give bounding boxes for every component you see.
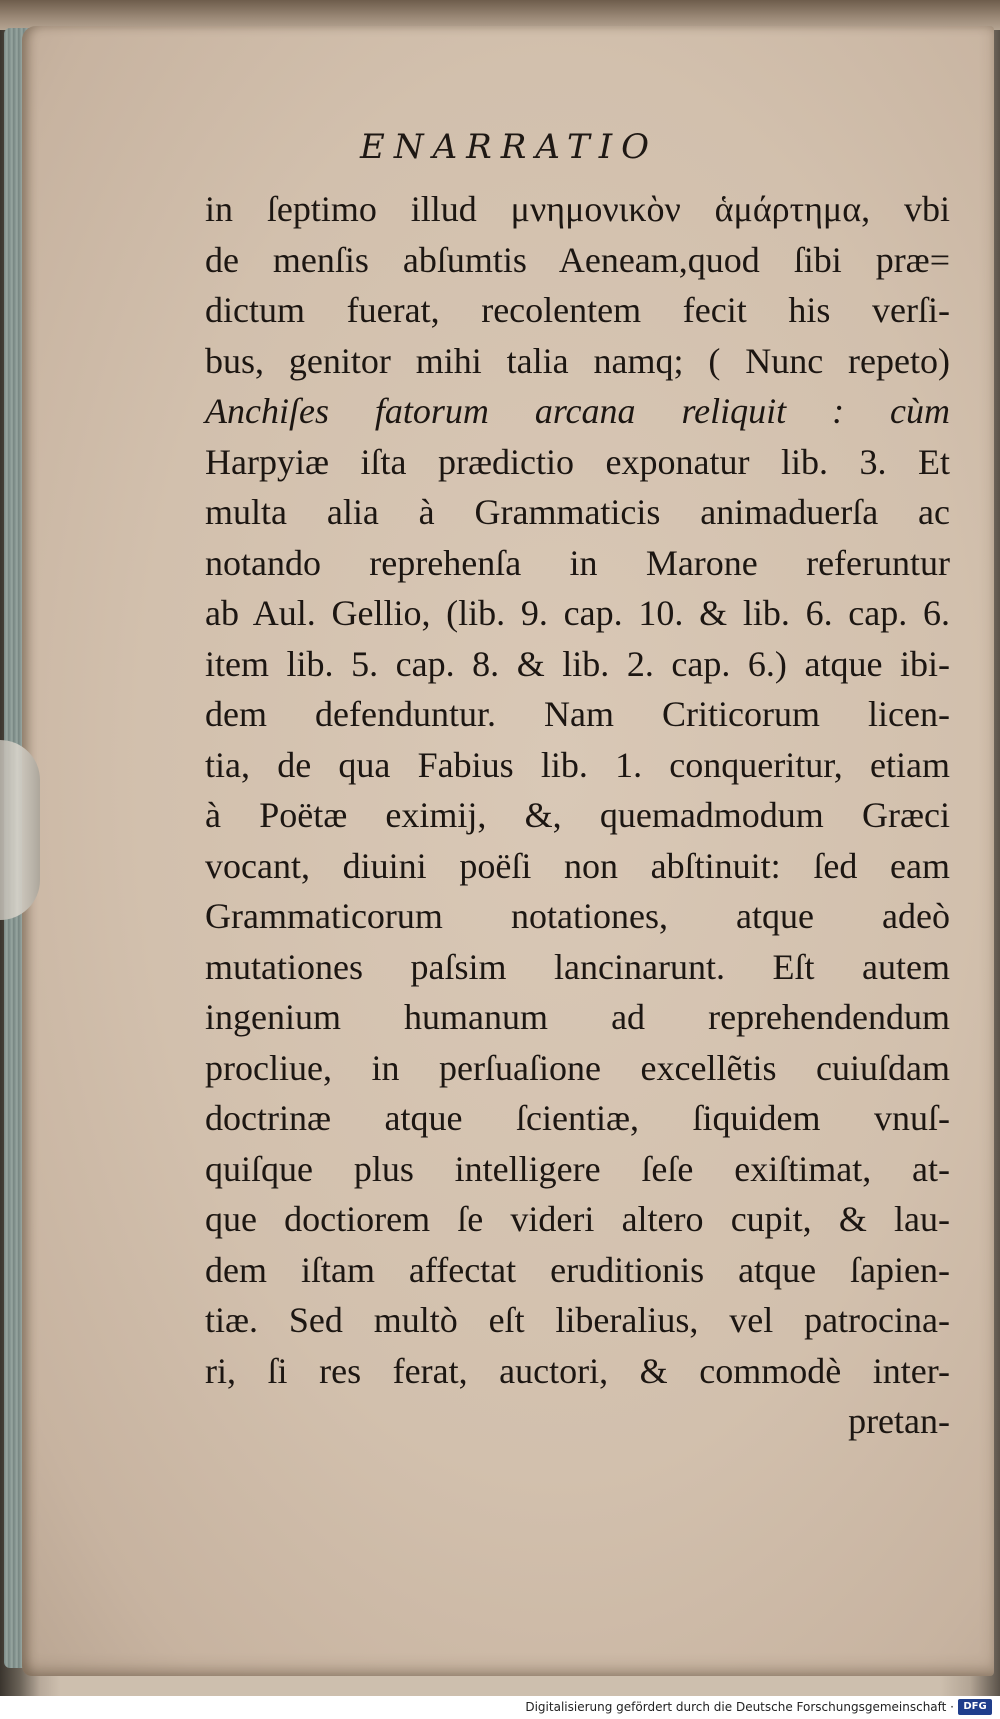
text-line: à Poëtæ eximij, &, quemadmodum Græci — [205, 795, 950, 835]
text-line: dem iſtam affectat eruditionis atque ſapien- — [205, 1249, 950, 1290]
text-line: Grammaticorum notationes, atque adeò — [205, 896, 950, 936]
text-line: vocant, diuini poëſi non abſtinuit: ſed eam — [205, 845, 950, 886]
digitization-footer — [0, 1696, 1000, 1719]
running-head: ENARRATIO — [360, 127, 658, 167]
text-line: tiæ. Sed multò eſt liberalius, vel patrocina- — [205, 1300, 950, 1340]
text-line: mutationes paſsim lancinarunt. Eſt autem — [205, 946, 950, 987]
text-line: Harpyiæ iſta prædictio exponatur lib. 3. Et — [205, 441, 950, 482]
text-line: item lib. 5. cap. 8. & lib. 2. cap. 6.) atque ibi- — [205, 643, 950, 684]
text-line: ingenium humanum ad reprehendendum — [205, 997, 950, 1037]
text-line: ri, ſi res ferat, auctori, & commodè inter- — [205, 1350, 950, 1391]
text-line: Anchiſes fatorum arcana reliquit : cùm — [205, 391, 950, 431]
thumb-shadow — [0, 740, 40, 920]
text-line: dictum fuerat, recolentem fecit his verſi- — [205, 290, 950, 330]
text-line: que doctiorem ſe videri altero cupit, & lau- — [205, 1199, 950, 1239]
text-line: doctrinæ atque ſcientiæ, ſiquidem vnuſ- — [205, 1098, 950, 1138]
text-line: notando reprehenſa in Marone referuntur — [205, 542, 950, 583]
dfg-logo-icon: DFG — [958, 1699, 992, 1715]
text-line: dem defenduntur. Nam Criticorum licen- — [205, 694, 950, 734]
text-line: multa alia à Grammaticis animaduerſa ac — [205, 492, 950, 532]
catchword: pretan- — [848, 1401, 950, 1441]
text-line: de menſis abſumtis Aeneam,quod ſibi præ= — [205, 239, 950, 280]
text-line: ab Aul. Gellio, (lib. 9. cap. 10. & lib. 6. cap. 6. — [205, 593, 950, 633]
text-line: quiſque plus intelligere ſeſe exiſtimat, at- — [205, 1148, 950, 1189]
text-line: in ſeptimo illud μνημονικὸν ἁμάρτημα, vbi — [205, 189, 950, 229]
text-line: tia, de qua Fabius lib. 1. conqueritur, etiam — [205, 744, 950, 785]
text-line: bus, genitor mihi talia namq; ( Nunc repeto) — [205, 340, 950, 381]
footer-credit: Digitalisierung gefördert durch die Deutsche Forschungsgemeinschaft · — [525, 1700, 954, 1714]
body-text — [205, 184, 950, 1447]
text-line: procliue, in perſuaſione excellẽtis cuiuſdam — [205, 1047, 950, 1088]
